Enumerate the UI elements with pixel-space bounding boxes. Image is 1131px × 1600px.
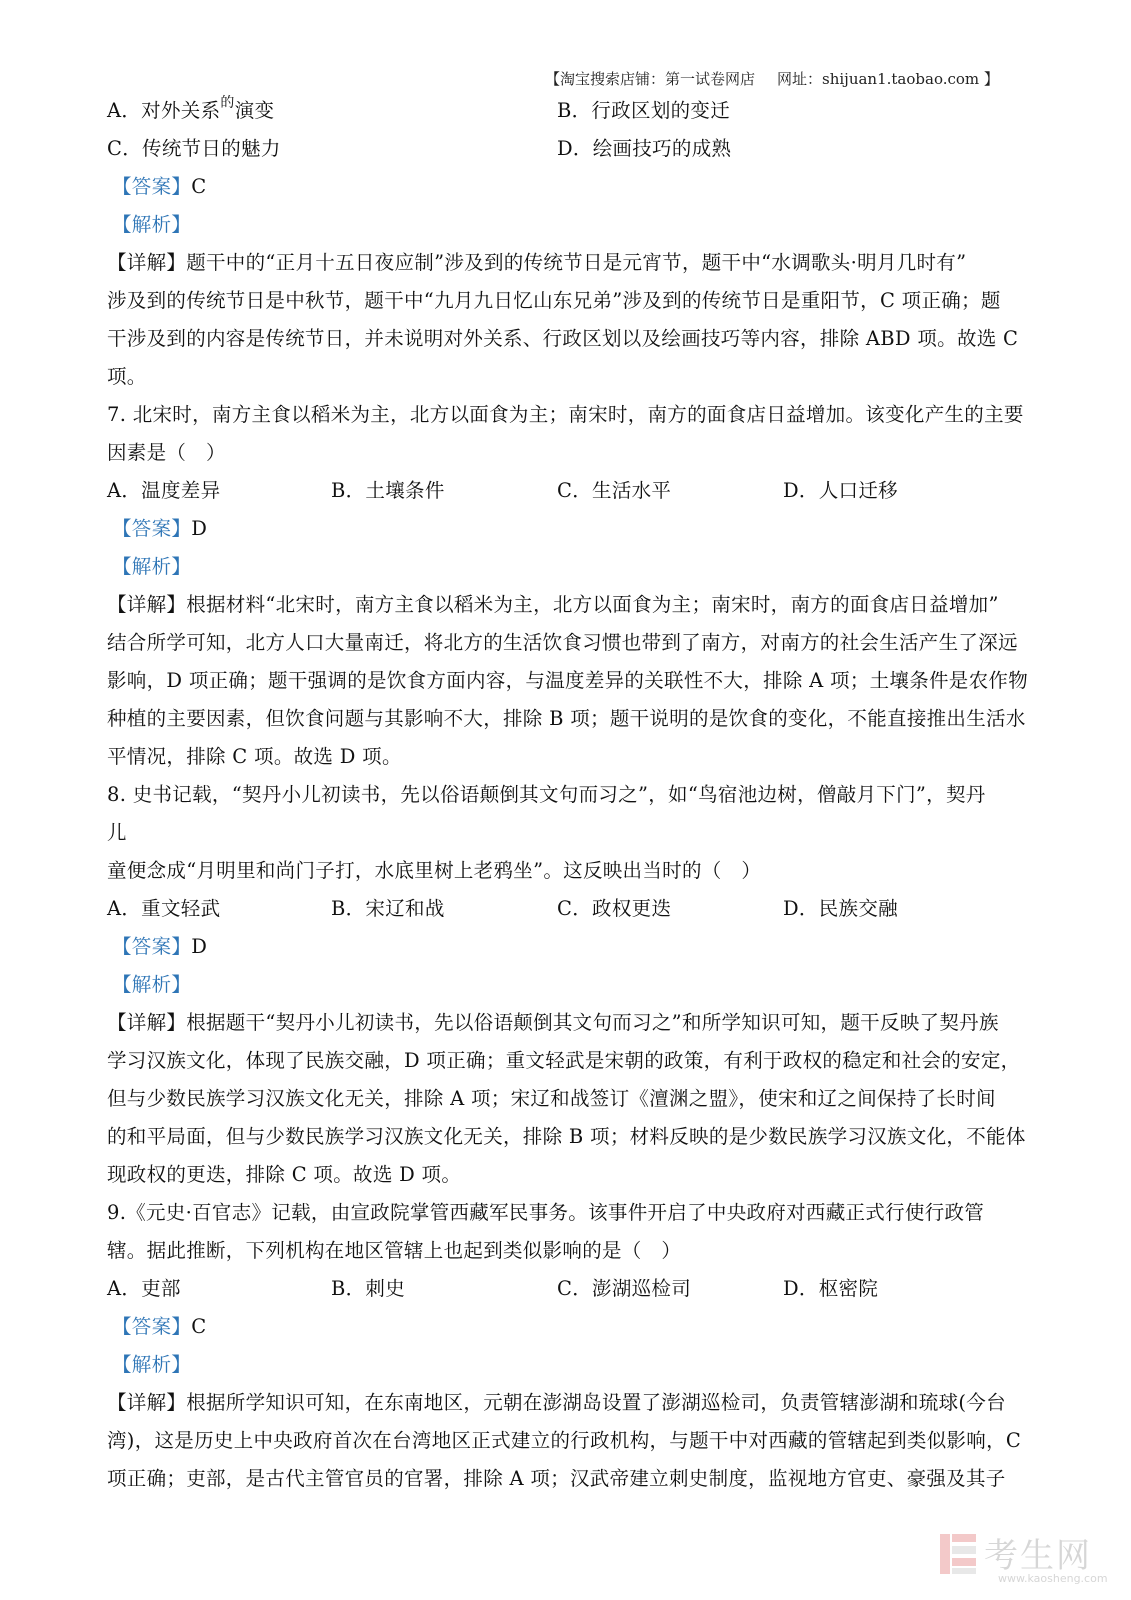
q9-stem-line-1: 9.《元史·百官志》记载，由宣政院掌管西藏军民事务。该事件开启了中央政府对西藏正式行使行政管 <box>107 1201 985 1224</box>
q8-detail-line-5: 现政权的更迭，排除 C 项。故选 D 项。 <box>107 1163 462 1186</box>
q6-option-a: A．对外关系$^的$演变 <box>107 95 275 122</box>
watermark-text: 考生网 <box>984 1536 1092 1576</box>
detail-tag: 【详解】 <box>107 251 187 274</box>
q8-detail-line-4: 的和平局面，但与少数民族学习汉族文化无关，排除 B 项；材料反映的是少数民族学习汉族文化，不能体 <box>107 1125 1026 1148</box>
q7-option-a: A．温度差异 <box>107 479 221 502</box>
q9-answer: 【答案】C <box>112 1315 207 1338</box>
q6-option-c: C．传统节日的魅力 <box>107 137 281 160</box>
q9-option-c: C．澎湖巡检司 <box>557 1277 692 1300</box>
q8-stem-line-3: 童便念成“月明里和尚门子打，水底里树上老鸦坐”。这反映出当时的（ ） <box>107 859 762 882</box>
q7-analysis-tag: 【解析】 <box>112 555 192 578</box>
q6-detail-line-4: 项。 <box>107 365 147 388</box>
answer-tag: 【答案】 <box>112 175 192 198</box>
q9-option-b: B．刺史 <box>331 1277 406 1300</box>
q8-answer: 【答案】D <box>112 935 208 958</box>
shop-name: 【淘宝搜索店铺：第一试卷网店 <box>545 70 756 88</box>
q8-detail-line-2: 学习汉族文化，体现了民族交融，D 项正确；重文轻武是宋朝的政策，有利于政权的稳定和社会的安定， <box>107 1049 1021 1072</box>
q9-stem-line-2: 辖。据此推断，下列机构在地区管辖上也起到类似影响的是（ ） <box>107 1239 682 1262</box>
q7-detail-line-1: 【详解】根据材料“北宋时，南方主食以稻米为主，北方以面食为主；南宋时，南方的面食店日益增加” <box>107 593 999 616</box>
kaosheng-watermark <box>938 1528 1108 1588</box>
watermark-url: www.kaosheng.com <box>998 1572 1108 1585</box>
q7-answer: 【答案】D <box>112 517 208 540</box>
q7-stem-line-2: 因素是（ ） <box>107 441 226 464</box>
q6-detail-line-2: 涉及到的传统节日是中秋节，题干中“九月九日忆山东兄弟”涉及到的传统节日是重阳节，C 项正确；题 <box>107 289 1001 312</box>
q7-option-b: B．土壤条件 <box>331 479 445 502</box>
q8-option-b: B．宋辽和战 <box>331 897 445 920</box>
q9-analysis-tag: 【解析】 <box>112 1353 192 1376</box>
q9-detail-line-1: 【详解】根据所学知识可知，在东南地区，元朝在澎湖岛设置了澎湖巡检司，负责管辖澎湖和琉球(今台 <box>107 1391 1006 1414</box>
q7-option-c: C．生活水平 <box>557 479 672 502</box>
q9-option-d: D．枢密院 <box>783 1277 879 1300</box>
q6-detail-line-3: 干涉及到的内容是传统节日，并未说明对外关系、行政区划以及绘画技巧等内容，排除 ABD 项。故选 C <box>107 327 1019 350</box>
q6-detail-line-1: 【详解】题干中的“正月十五日夜应制”涉及到的传统节日是元宵节，题干中“水调歌头·明月几时有” <box>107 251 967 274</box>
q8-option-c: C．政权更迭 <box>557 897 672 920</box>
q6-analysis-tag: 【解析】 <box>112 213 192 236</box>
q8-stem-line-2: 儿 <box>107 821 127 844</box>
q8-option-d: D．民族交融 <box>783 897 898 920</box>
q7-detail-line-3: 影响，D 项正确；题干强调的是饮食方面内容，与温度差异的关联性不大，排除 A 项；土壤条件是农作物 <box>107 669 1029 692</box>
q8-option-a: A．重文轻武 <box>107 897 221 920</box>
q7-detail-line-5: 平情况，排除 C 项。故选 D 项。 <box>107 745 402 768</box>
q9-option-a: A．吏部 <box>107 1277 181 1300</box>
kaosheng-logo-icon <box>938 1532 978 1576</box>
q6-answer <box>112 168 1032 206</box>
q7-detail-line-2: 结合所学可知，北方人口大量南迁，将北方的生活饮食习惯也带到了南方，对南方的社会生活产生了深远 <box>107 631 1018 654</box>
q7-stem-line-1: 7. 北宋时，南方主食以稻米为主，北方以面食为主；南宋时，南方的面食店日益增加。该变化产生的主要 <box>107 403 1024 426</box>
q9-detail-line-3: 项正确；吏部，是古代主管官员的官署，排除 A 项；汉武帝建立刺史制度，监视地方官吏、豪强及其子 <box>107 1467 1006 1490</box>
q8-detail-line-3: 但与少数民族学习汉族文化无关，排除 A 项；宋辽和战签订《澶渊之盟》，使宋和辽之间保持了长时间 <box>107 1087 996 1110</box>
q6-option-b: B．行政区划的变迁 <box>557 99 731 122</box>
answer-value: C <box>191 175 207 198</box>
q6-option-d: D．绘画技巧的成熟 <box>557 137 732 160</box>
q8-detail-line-1: 【详解】根据题干“契丹小儿初读书，先以俗语颠倒其文句而习之”和所学知识可知，题干反映了契丹族 <box>107 1011 999 1034</box>
shop-website: 网址：shijuan1.taobao.com 】 <box>777 70 999 88</box>
shop-header <box>545 68 1045 89</box>
q9-detail-line-2: 湾)，这是历史上中央政府首次在台湾地区正式建立的行政机构，与题干中对西藏的管辖起到类似影响，C <box>107 1429 1022 1452</box>
q7-option-d: D．人口迁移 <box>783 479 898 502</box>
q8-stem-line-1: 8. 史书记载，“契丹小儿初读书，先以俗语颠倒其文句而习之”，如“鸟宿池边树，僧敲月下门”，契丹 <box>107 783 986 806</box>
q7-detail-line-4: 种植的主要因素，但饮食问题与其影响不大，排除 B 项；题干说明的是饮食的变化，不能直接推出生活水 <box>107 707 1026 730</box>
q8-analysis-tag: 【解析】 <box>112 973 192 996</box>
